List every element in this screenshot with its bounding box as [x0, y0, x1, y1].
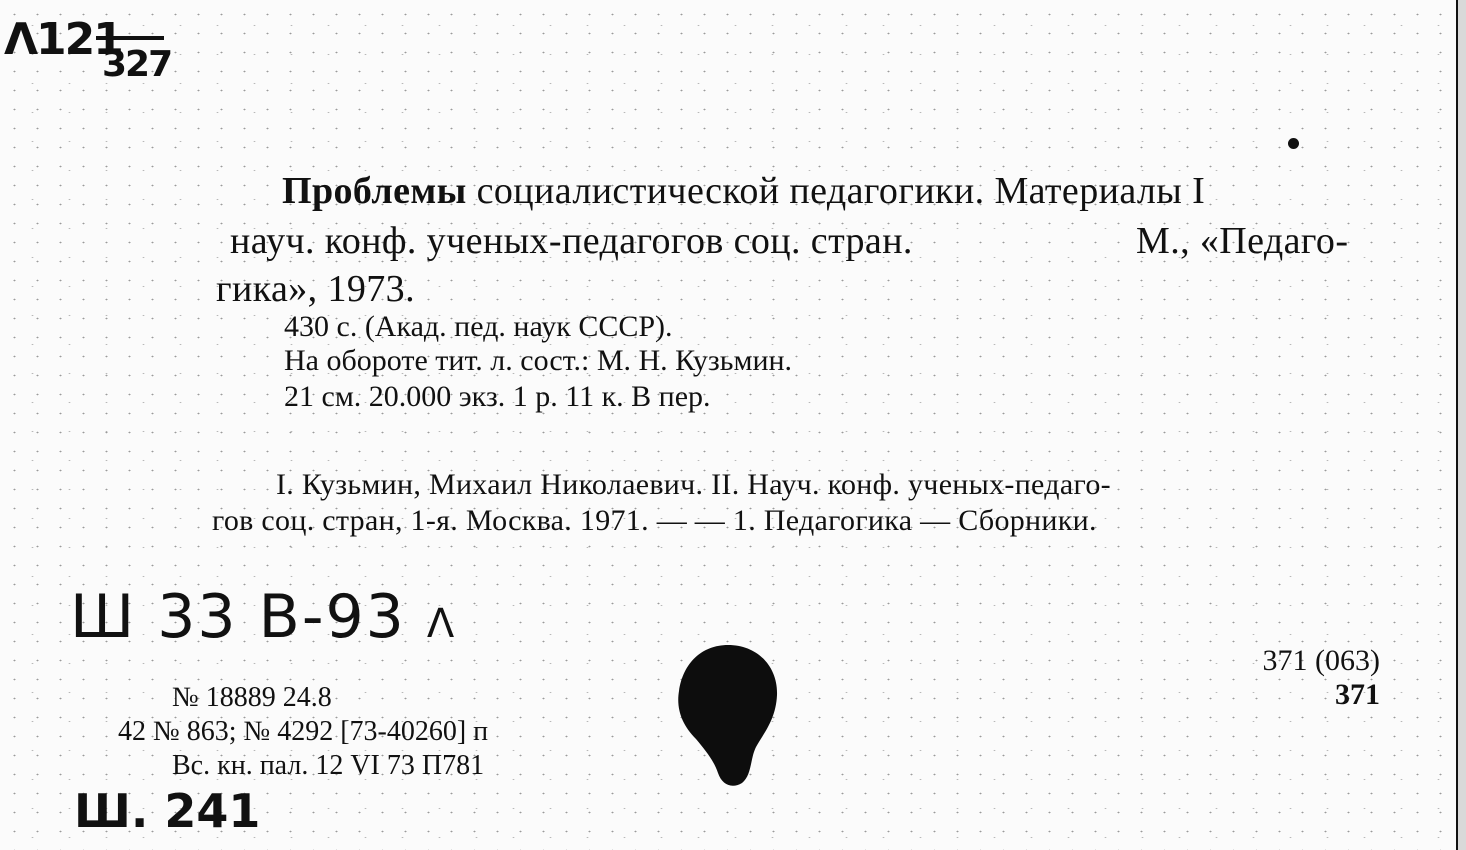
record-line-3: Вс. кн. пал. 12 VI 73 П781	[172, 750, 485, 781]
description-line-1: 430 с. (Акад. пед. наук СССР).	[284, 310, 673, 343]
title-line-1-rest: социалистической педагогики. Материалы I	[466, 170, 1206, 212]
top-code-sub: 327	[102, 44, 172, 85]
handwritten-top-code	[4, 14, 172, 85]
subjects-line-2: гов соц. стран, 1-я. Москва. 1971. — — 1. Педагогика — Сборники.	[212, 504, 1097, 537]
card-edge	[1456, 0, 1466, 850]
title-bold: Проблемы	[282, 170, 467, 212]
description-line-2: На обороте тит. л. сост.: М. Н. Кузьмин.	[284, 344, 793, 377]
subjects-line-1: I. Кузьмин, Михаил Николаевич. II. Науч. конф. ученых-педаго-	[276, 468, 1111, 501]
handwritten-bottom-code: Ш. 241	[74, 784, 261, 838]
udc-code-2: 371	[1335, 678, 1380, 711]
title-line-1	[282, 172, 1205, 210]
top-code-underline	[96, 36, 164, 40]
handwritten-shelf-code	[70, 582, 456, 652]
record-line-1: № 18889 24.8	[172, 682, 332, 713]
top-code-text: Λ121	[4, 14, 122, 65]
title-line-2: науч. конф. ученых-педагогов соц. стран.	[230, 220, 913, 262]
shelf-mark: Λ	[426, 601, 457, 647]
title-line-2-right: М., «Педаго-	[1136, 220, 1349, 262]
ink-dot	[1288, 138, 1299, 149]
udc-code-1: 371 (063)	[1262, 644, 1380, 677]
title-line-3: гика», 1973.	[216, 268, 415, 310]
ink-blot	[676, 643, 780, 789]
description-line-3: 21 см. 20.000 экз. 1 р. 11 к. В пер.	[284, 380, 711, 413]
shelf-code-text: Ш 33 В-93	[70, 582, 406, 652]
record-line-2: 42 № 863; № 4292 [73-40260] п	[118, 716, 489, 747]
